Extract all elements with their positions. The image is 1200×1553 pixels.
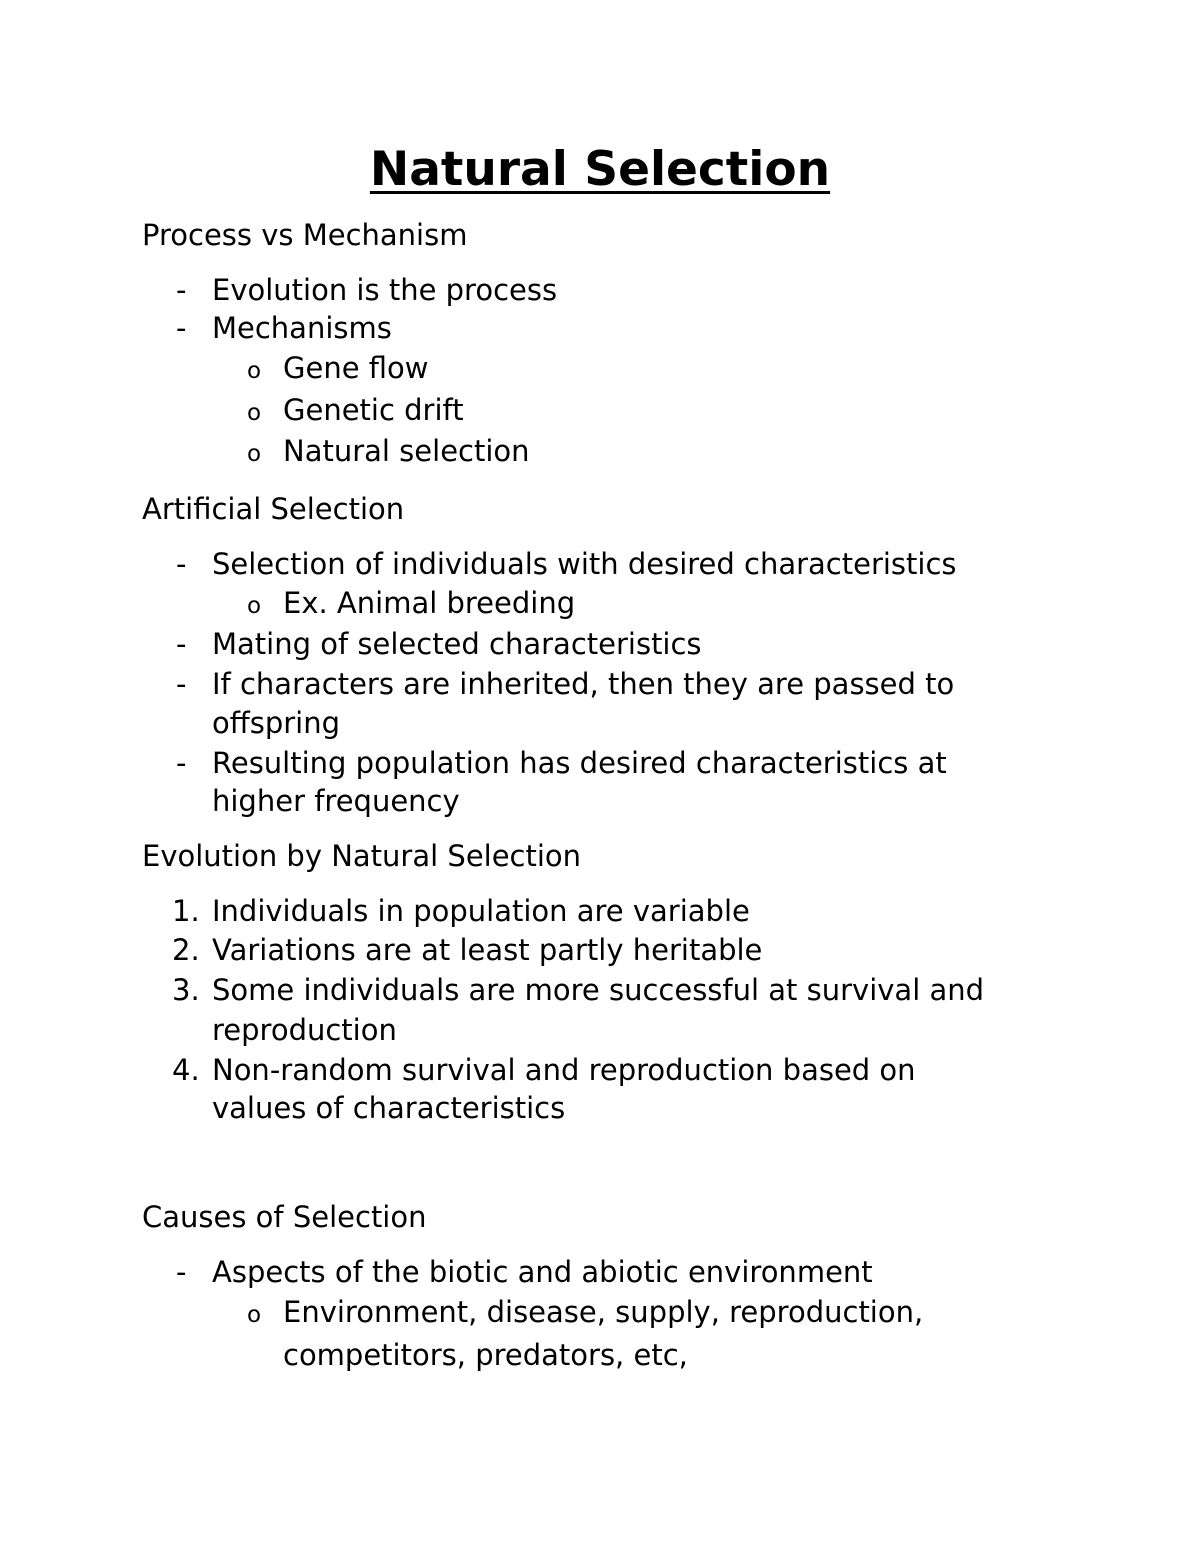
document-title: Natural Selection xyxy=(369,142,831,197)
circle-bullet: o xyxy=(247,1302,262,1328)
list-number: 3. xyxy=(172,973,200,1007)
list-item: Environment, disease, supply, reproduction, xyxy=(283,1295,924,1329)
list-item: Aspects of the biotic and abiotic environment xyxy=(212,1255,873,1289)
list-item-continuation: competitors, predators, etc, xyxy=(283,1338,688,1372)
dash-bullet: - xyxy=(176,311,187,345)
dash-bullet: - xyxy=(176,667,187,701)
dash-bullet: - xyxy=(176,273,187,307)
list-item-continuation: higher frequency xyxy=(212,784,460,818)
list-item: Selection of individuals with desired characteristics xyxy=(212,547,957,581)
circle-bullet: o xyxy=(247,593,262,619)
list-item: Individuals in population are variable xyxy=(212,894,750,928)
list-item: Non-random survival and reproduction based on xyxy=(212,1053,916,1087)
list-item: Resulting population has desired characteristics at xyxy=(212,746,947,780)
circle-bullet: o xyxy=(247,441,262,467)
list-item: Some individuals are more successful at survival and xyxy=(212,973,985,1007)
section-heading: Artificial Selection xyxy=(142,492,405,526)
list-item: Variations are at least partly heritable xyxy=(212,933,763,967)
dash-bullet: - xyxy=(176,627,187,661)
circle-bullet: o xyxy=(247,358,262,384)
list-number: 4. xyxy=(172,1053,200,1087)
list-item: Evolution is the process xyxy=(212,273,558,307)
circle-bullet: o xyxy=(247,400,262,426)
list-item: Gene flow xyxy=(283,351,429,385)
list-item: Mating of selected characteristics xyxy=(212,627,702,661)
list-item: If characters are inherited, then they are passed to xyxy=(212,667,955,701)
list-number: 2. xyxy=(172,933,200,967)
dash-bullet: - xyxy=(176,547,187,581)
list-item: Mechanisms xyxy=(212,311,392,345)
list-item-continuation: values of characteristics xyxy=(212,1091,566,1125)
section-heading: Process vs Mechanism xyxy=(142,218,468,252)
list-item-continuation: offspring xyxy=(212,706,341,740)
list-item: Genetic drift xyxy=(283,393,464,427)
section-heading: Causes of Selection xyxy=(142,1200,427,1234)
dash-bullet: - xyxy=(176,746,187,780)
list-item: Ex. Animal breeding xyxy=(283,586,576,620)
list-item: Natural selection xyxy=(283,434,530,468)
list-item-continuation: reproduction xyxy=(212,1013,397,1047)
list-number: 1. xyxy=(172,894,200,928)
dash-bullet: - xyxy=(176,1255,187,1289)
section-heading: Evolution by Natural Selection xyxy=(142,839,582,873)
